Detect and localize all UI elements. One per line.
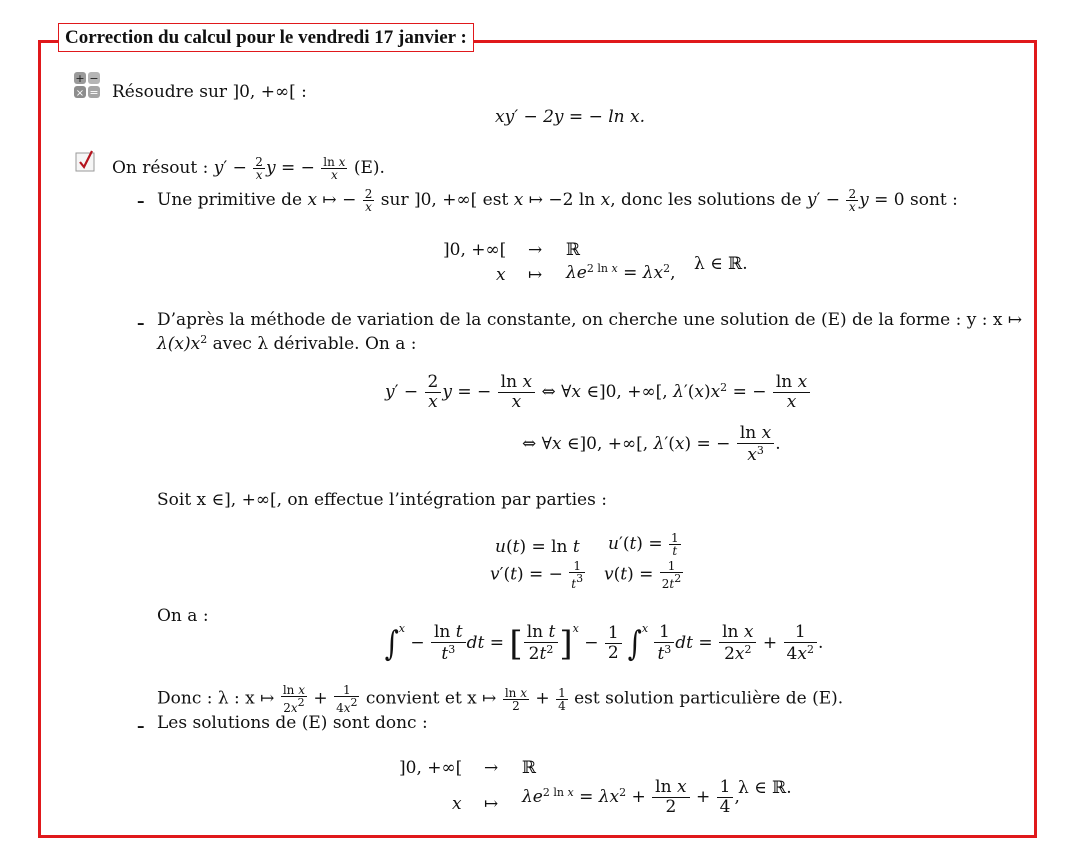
map2-image: $\lambda e^{2 ln x} = \lambda x^2$ + $\frac{\text{ln x}}{2}$ + $\frac{1}{4}$ , <box>522 777 740 817</box>
exercise-intro: Résoudre sur ]0, +∞[ : <box>112 82 307 102</box>
equivalence-line2: ⇔ ∀x ∈]0, +∞[, λ′(x) = − $\frac{\text{ln x}}{x^3}$ . <box>522 423 781 465</box>
lambda-condition-2: λ ∈ ℝ. <box>738 778 792 798</box>
u-prime-definition: u′(t) = $\frac{1}{t}$ <box>608 531 679 558</box>
u-definition: u(t) = ln t <box>495 537 580 557</box>
map2-codomain: ℝ <box>522 758 537 778</box>
map2-mapsto: ↦ <box>484 794 499 814</box>
integration-by-parts: ∫$^x$ − $\frac{\text{ln t}}{t^3}$ dt = [ $\frac{\text{ln t}}{2t^2}$ ]$^x$ − $\frac{1}{2}$ ∫$^x$ $\frac{1}{t^3}$ dt = $\frac{\text{ln x}}{2x^2}$ + $\frac{1}{4x^2}$ . <box>384 622 824 664</box>
ipp-intro: Soit x ∈], +∞[, on effectue l’intégration par parties : <box>157 490 607 510</box>
svg-text:+: + <box>75 72 85 85</box>
svg-text:−: − <box>89 72 99 85</box>
svg-text:×: × <box>75 88 85 98</box>
svg-text:=: = <box>89 86 99 98</box>
item-variation-line1: D’après la méthode de variation de la constante, on cherche une solution de (E) de la forme : y : x ↦ <box>157 310 1023 330</box>
page-title: Correction du calcul pour le vendredi 17 janvier : <box>58 23 474 52</box>
calculator-icon <box>74 72 100 98</box>
bullet-dash: – <box>137 717 145 735</box>
item-variation-line2: $\lambda(x)x^2$ avec λ dérivable. On a : <box>157 333 417 354</box>
item-general-solutions: Les solutions de (E) sont donc : <box>157 713 428 733</box>
map2-arrow: → <box>484 758 499 778</box>
map1-mapsto: ↦ <box>528 265 543 285</box>
on-a-label: On a : <box>157 606 209 626</box>
map2-domain: ]0, +∞[ <box>399 758 463 778</box>
v-prime-definition: v′(t) = − $\frac{1}{t^3}$ <box>490 559 584 591</box>
exercise-equation: xy′ − 2y = − ln x. <box>495 107 646 127</box>
map2-variable: x <box>452 794 462 814</box>
map1-image: $\lambda e^{2 ln x} = \lambda x^2$, <box>566 262 676 283</box>
equivalence-line1: y′ − $\frac{2}{x}$ y = − $\frac{\text{ln x}}{x}$ ⇔ ∀x ∈]0, +∞[, $\lambda'(x)x^2$ = − $\frac{\text{ln x}}{x}$ <box>385 373 811 412</box>
particular-solution: Donc : λ : x ↦ $\frac{\text{ln x}}{2x^2}$ + $\frac{1}{4x^2}$ convient et x ↦ $\frac{\text{ln x}}{2}$ + $\frac{1}{4}$ est solution particulière de (E). <box>157 683 844 715</box>
map1-codomain: ℝ <box>566 240 581 260</box>
checkmark-icon <box>75 150 97 172</box>
item-primitive: Une primitive de x ↦ − $\frac{2}{x}$ sur ]0, +∞[ est x ↦ −2 ln x, donc les solutions de y′ − $\frac{2}{x}$ y = 0 sont : <box>157 187 958 214</box>
bullet-dash: – <box>137 192 145 210</box>
bullet-dash: – <box>137 314 145 332</box>
map1-variable: x <box>496 265 506 285</box>
lambda-condition: λ ∈ ℝ. <box>694 254 748 274</box>
map1-domain: ]0, +∞[ <box>443 240 507 260</box>
solution-intro: On résout : y′ − $\frac{2}{x}$ y = − $\frac{\text{ln x}}{x}$ (E). <box>112 155 385 182</box>
v-definition: v(t) = $\frac{1}{2t^2}$ <box>604 559 682 591</box>
map1-arrow: → <box>528 240 543 260</box>
